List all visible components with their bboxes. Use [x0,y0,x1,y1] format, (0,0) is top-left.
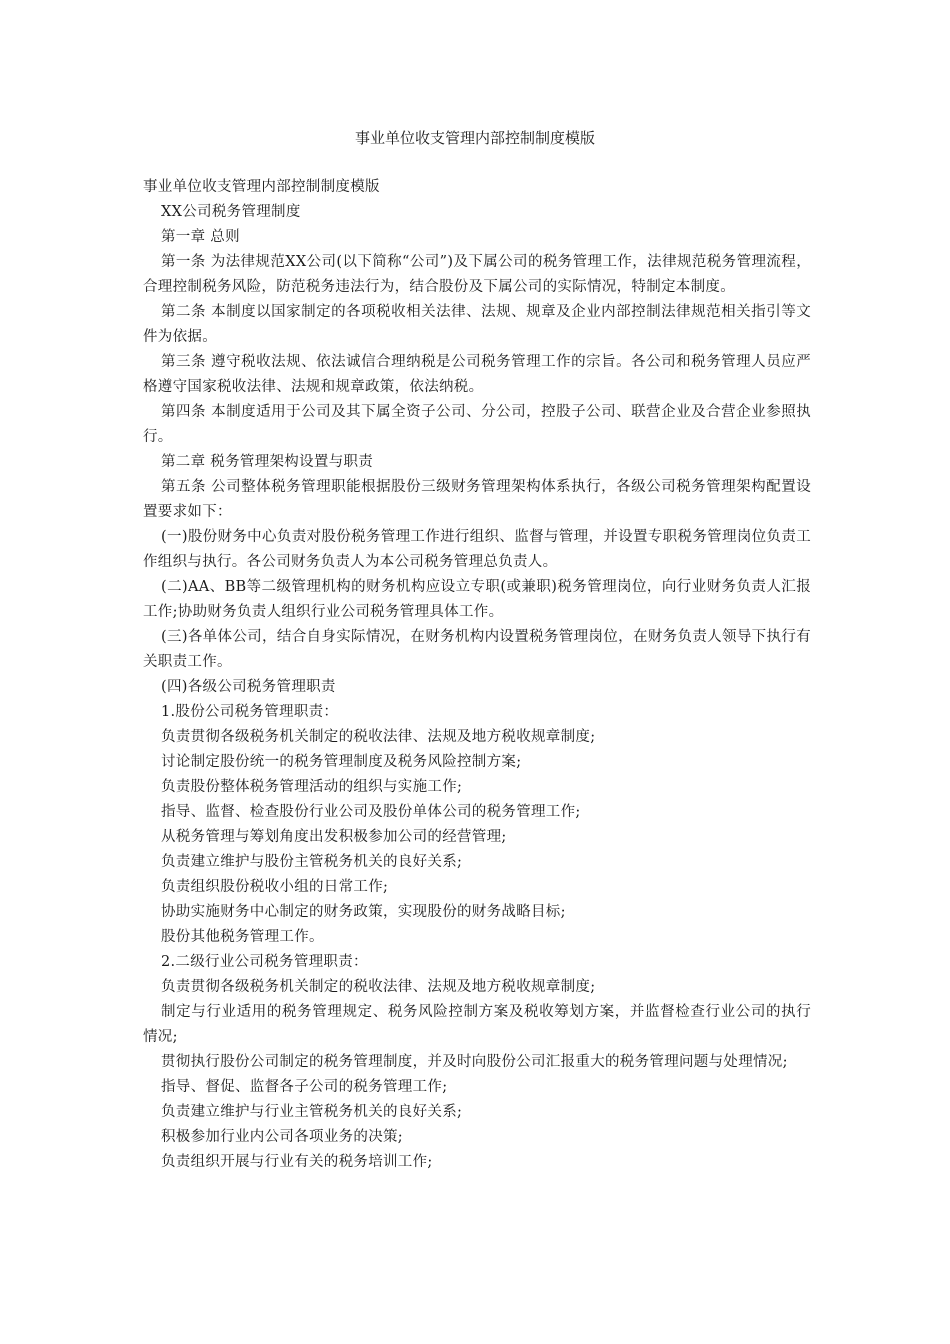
paragraph: (一)股份财务中心负责对股份税务管理工作进行组织、监督与管理，并设置专职税务管理岗位负责工作组织与执行。各公司财务负责人为本公司税务管理总负责人。 [143,529,811,570]
paragraph: 第二条 本制度以国家制定的各项税收相关法律、法规、规章及企业内部控制法律规范相关指引等文件为依据。 [143,304,811,345]
paragraph: 负责股份整体税务管理活动的组织与实施工作; [161,779,463,795]
paragraph: 第一条 为法律规范XX公司(以下简称“公司”)及下属公司的税务管理工作，法律规范税务管理流程，合理控制税务风险，防范税务违法行为，结合股份及下属公司的实际情况，特制定本制度。 [143,254,811,295]
paragraph: 协助实施财务中心制定的财务政策，实现股份的财务战略目标; [161,904,566,920]
document-body [143,175,811,1175]
paragraph: 第一章 总则 [161,229,240,245]
paragraph: 指导、督促、监督各子公司的税务管理工作; [161,1079,448,1095]
paragraph: 从税务管理与筹划角度出发积极参加公司的经营管理; [161,829,507,845]
paragraph: 贯彻执行股份公司制定的税务管理制度，并及时向股份公司汇报重大的税务管理问题与处理情况; [161,1054,788,1070]
paragraph: 第四条 本制度适用于公司及其下属全资子公司、分公司，控股子公司、联营企业及合营企业参照执行。 [143,404,811,445]
paragraph: 第二章 税务管理架构设置与职责 [161,454,374,470]
paragraph: 第三条 遵守税收法规、依法诚信合理纳税是公司税务管理工作的宗旨。各公司和税务管理人员应严格遵守国家税收法律、法规和规章政策，依法纳税。 [143,354,811,395]
paragraph: 负责组织开展与行业有关的税务培训工作; [161,1154,433,1170]
paragraph: 负责建立维护与股份主管税务机关的良好关系; [161,854,463,870]
paragraph: XX公司税务管理制度 [161,204,301,220]
paragraph: 1.股份公司税务管理职责： [161,704,339,720]
paragraph: (二)AA、BB等二级管理机构的财务机构应设立专职(或兼职)税务管理岗位，向行业财务负责人汇报工作;协助财务负责人组织行业公司税务管理具体工作。 [143,579,811,620]
paragraph: 负责建立维护与行业主管税务机关的良好关系; [161,1104,463,1120]
paragraph: 事业单位收支管理内部控制制度模版 [143,179,380,195]
document-title: 事业单位收支管理内部控制制度模版 [354,129,595,147]
paragraph: 股份其他税务管理工作。 [161,929,324,945]
paragraph: 负责贯彻各级税务机关制定的税收法律、法规及地方税收规章制度; [161,729,596,745]
paragraph: 讨论制定股份统一的税务管理制度及税务风险控制方案; [161,754,522,770]
paragraph: 积极参加行业内公司各项业务的决策; [161,1129,403,1145]
paragraph: (三)各单体公司，结合自身实际情况，在财务机构内设置税务管理岗位，在财务负责人领导下执行有关职责工作。 [143,629,811,670]
paragraph: 2.二级行业公司税务管理职责： [161,954,368,970]
paragraph: 制定与行业适用的税务管理规定、税务风险控制方案及税收筹划方案，并监督检查行业公司的执行情况; [143,1004,811,1045]
paragraph: 负责贯彻各级税务机关制定的税收法律、法规及地方税收规章制度; [161,979,596,995]
paragraph: (四)各级公司税务管理职责 [161,679,336,695]
paragraph: 第五条 公司整体税务管理职能根据股份三级财务管理架构体系执行，各级公司税务管理架构配置设置要求如下： [143,479,811,520]
paragraph: 负责组织股份税收小组的日常工作; [161,879,389,895]
paragraph: 指导、监督、检查股份行业公司及股份单体公司的税务管理工作; [161,804,581,820]
